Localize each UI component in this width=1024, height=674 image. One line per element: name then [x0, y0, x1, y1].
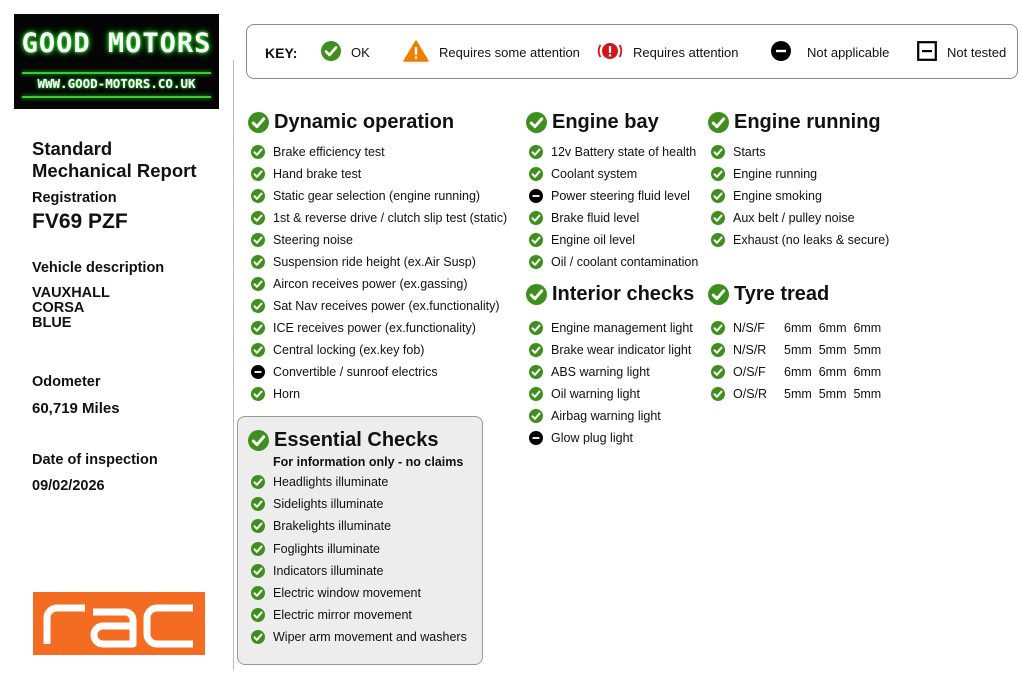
vehicle-colour: BLUE	[32, 315, 72, 331]
tyre-depths: 6mm 6mm 6mm	[784, 365, 882, 379]
minus-circle-icon	[251, 365, 273, 379]
dynamic-operation-item	[251, 188, 480, 204]
check-circle-icon	[251, 145, 273, 159]
dynamic-operation-item	[251, 232, 353, 248]
dynamic-operation-item	[251, 364, 438, 380]
dynamic-operation-item-label: Horn	[273, 387, 301, 401]
engine-bay-heading	[526, 111, 659, 134]
key-title: KEY:	[265, 44, 298, 61]
dynamic-operation-item	[251, 298, 499, 314]
check-circle-icon	[251, 321, 273, 335]
essential-checks-item-label: Headlights illuminate	[273, 475, 389, 489]
warning-triangle-icon	[403, 40, 439, 65]
dynamic-operation-item	[251, 276, 468, 292]
check-circle-icon	[529, 211, 551, 225]
interior-checks-item-label: Airbag warning light	[551, 409, 661, 423]
interior-checks-item-label: Glow plug light	[551, 431, 633, 445]
check-circle-icon	[529, 409, 551, 423]
logo-divider	[22, 72, 211, 74]
engine-running-item	[711, 144, 766, 160]
engine-bay-item	[529, 188, 690, 204]
engine-running-item-label: Aux belt / pulley noise	[733, 211, 855, 225]
check-circle-icon	[248, 430, 274, 451]
interior-checks-item	[529, 408, 661, 424]
tyre-depths: 6mm 6mm 6mm	[784, 321, 882, 335]
good-motors-logo	[14, 14, 219, 109]
essential-checks-item-label: Wiper arm movement and washers	[273, 630, 467, 645]
key-ok-label: OK	[351, 45, 370, 60]
essential-checks-item	[251, 496, 383, 512]
key-some-attention-label: Requires some attention	[439, 45, 580, 60]
check-circle-icon	[251, 299, 273, 313]
engine-running-item-label: Engine smoking	[733, 189, 822, 203]
check-circle-icon	[251, 387, 273, 401]
check-circle-icon	[251, 586, 273, 600]
logo-url: WWW.GOOD-MOTORS.CO.UK	[37, 76, 196, 91]
dynamic-operation-item	[251, 254, 476, 270]
check-circle-icon	[708, 112, 734, 133]
dynamic-operation-item-label: Suspension ride height (ex.Air Susp)	[273, 255, 476, 269]
report-title-line1: Standard	[32, 138, 113, 159]
check-circle-icon	[529, 145, 551, 159]
dynamic-operation-title: Dynamic operation	[274, 111, 455, 133]
interior-checks-item	[529, 342, 691, 358]
dynamic-operation-item-label: Static gear selection (engine running)	[273, 189, 481, 203]
interior-checks-item-label: ABS warning light	[551, 365, 650, 379]
divider	[233, 60, 234, 670]
key-not-tested	[917, 25, 1006, 80]
interior-checks-item-label: Engine management light	[551, 321, 693, 335]
check-circle-icon	[529, 321, 551, 335]
check-circle-icon	[711, 167, 733, 181]
dynamic-operation-item-label: Aircon receives power (ex.gassing)	[273, 277, 468, 291]
check-circle-icon	[251, 519, 273, 533]
engine-running-item	[711, 166, 817, 182]
check-circle-icon	[251, 608, 273, 622]
essential-checks-item-label: Foglights illuminate	[273, 541, 380, 556]
check-circle-icon	[529, 233, 551, 247]
check-circle-icon	[711, 365, 733, 379]
engine-bay-item-label: Coolant system	[551, 167, 638, 181]
check-circle-icon	[711, 189, 733, 203]
check-circle-icon	[529, 343, 551, 357]
check-circle-icon	[526, 284, 552, 305]
key-attention-label: Requires attention	[633, 45, 739, 60]
key-attention	[597, 25, 739, 80]
engine-bay-item-label: Brake fluid level	[551, 211, 640, 225]
essential-checks-item	[251, 563, 383, 579]
engine-bay-item	[529, 232, 635, 248]
check-circle-icon	[251, 343, 273, 357]
check-circle-icon	[526, 112, 552, 133]
key-not-applicable-label: Not applicable	[807, 45, 890, 60]
engine-bay-item-label: Power steering fluid level	[551, 189, 690, 203]
tyre-tread-item	[711, 364, 881, 380]
logo-divider-bottom	[22, 96, 211, 98]
essential-checks-item	[251, 541, 380, 557]
engine-running-title: Engine running	[734, 111, 881, 133]
engine-running-heading	[708, 111, 881, 134]
date-value: 09/02/2026	[32, 478, 105, 494]
essential-checks-title: Essential Checks	[274, 429, 439, 451]
tyre-position: N/S/R	[733, 343, 767, 357]
check-circle-icon	[251, 542, 273, 556]
minus-circle-icon	[529, 189, 551, 203]
check-circle-icon	[251, 475, 273, 489]
dynamic-operation-item-label: Hand brake test	[273, 167, 362, 181]
check-circle-icon	[321, 41, 351, 64]
key-ok	[321, 25, 370, 80]
engine-bay-item	[529, 144, 696, 160]
engine-bay-item	[529, 254, 698, 270]
check-circle-icon	[251, 211, 273, 225]
dynamic-operation-item	[251, 320, 476, 336]
minus-circle-icon	[771, 41, 801, 64]
check-circle-icon	[708, 284, 734, 305]
minus-square-icon	[917, 41, 947, 64]
check-circle-icon	[251, 497, 273, 511]
interior-checks-item	[529, 364, 650, 380]
interior-checks-heading	[526, 283, 694, 306]
registration-label: Registration	[32, 190, 117, 206]
check-circle-icon	[711, 145, 733, 159]
dynamic-operation-item-label: Steering noise	[273, 233, 353, 247]
check-circle-icon	[251, 277, 273, 291]
engine-running-item-label: Exhaust (no leaks & secure)	[733, 233, 890, 247]
dynamic-operation-item-label: Sat Nav receives power (ex.functionality)	[273, 299, 500, 313]
tyre-position: O/S/F	[733, 365, 766, 379]
dynamic-operation-item-label: 1st & reverse drive / clutch slip test (static)	[273, 211, 508, 225]
check-circle-icon	[711, 321, 733, 335]
engine-bay-title: Engine bay	[552, 111, 659, 133]
key-legend	[246, 24, 1018, 79]
minus-circle-icon	[529, 431, 551, 445]
essential-checks-heading	[248, 429, 439, 452]
engine-running-item	[711, 188, 822, 204]
logo-name: GOOD MOTORS	[21, 28, 212, 59]
key-some-attention	[403, 25, 580, 80]
engine-running-item-label: Engine running	[733, 167, 818, 181]
dynamic-operation-item-label: Central locking (ex.key fob)	[273, 343, 425, 357]
interior-checks-item-label: Brake wear indicator light	[551, 343, 692, 357]
essential-checks-item	[251, 585, 421, 601]
vehicle-model: CORSA	[32, 300, 85, 316]
date-label: Date of inspection	[32, 452, 158, 468]
engine-bay-item-label: Engine oil level	[551, 233, 636, 247]
check-circle-icon	[251, 189, 273, 203]
tyre-tread-heading	[708, 283, 829, 306]
check-circle-icon	[529, 387, 551, 401]
report-title	[32, 138, 197, 182]
odometer-label: Odometer	[32, 374, 101, 390]
check-circle-icon	[251, 255, 273, 269]
registration-value: FV69 PZF	[32, 210, 128, 233]
key-not-tested-label: Not tested	[947, 45, 1007, 60]
tyre-position: O/S/R	[733, 387, 768, 401]
check-circle-icon	[248, 112, 274, 133]
check-circle-icon	[711, 233, 733, 247]
engine-bay-item-label: Oil / coolant contamination	[551, 255, 699, 269]
essential-checks-item-label: Electric window movement	[273, 586, 421, 600]
check-circle-icon	[711, 387, 733, 401]
tyre-tread-item	[711, 386, 881, 402]
dynamic-operation-item	[251, 144, 385, 160]
essential-checks-item-label: Electric mirror movement	[273, 608, 412, 623]
check-circle-icon	[529, 255, 551, 269]
tyre-tread-item	[711, 342, 881, 358]
check-circle-icon	[529, 365, 551, 379]
engine-running-item	[711, 210, 855, 226]
report-title-line2: Mechanical Report	[32, 160, 197, 181]
danger-alert-icon	[597, 40, 633, 65]
essential-checks-item	[251, 518, 391, 534]
engine-bay-item	[529, 210, 639, 226]
dynamic-operation-item	[251, 386, 300, 402]
interior-checks-item	[529, 320, 693, 336]
essential-checks-item-label: Sidelights illuminate	[273, 497, 384, 512]
essential-checks-item-label: Brakelights illuminate	[273, 519, 392, 534]
tyre-tread-title: Tyre tread	[734, 283, 830, 305]
dynamic-operation-item-label: Brake efficiency test	[273, 145, 385, 159]
tyre-depths: 5mm 5mm 5mm	[784, 387, 882, 401]
key-not-applicable	[771, 25, 889, 80]
interior-checks-title: Interior checks	[552, 283, 695, 305]
dynamic-operation-item	[251, 342, 424, 358]
tyre-depths: 5mm 5mm 5mm	[784, 343, 882, 357]
essential-checks-item	[251, 607, 412, 623]
essential-checks-item	[251, 629, 467, 645]
check-circle-icon	[251, 564, 273, 578]
essential-checks-item	[251, 474, 388, 490]
interior-checks-item	[529, 430, 633, 446]
engine-bay-item-label: 12v Battery state of health	[551, 145, 697, 159]
tyre-tread-item	[711, 320, 881, 336]
check-circle-icon	[529, 167, 551, 181]
essential-checks-item-label: Indicators illuminate	[273, 563, 384, 578]
engine-bay-item	[529, 166, 637, 182]
interior-checks-item	[529, 386, 640, 402]
check-circle-icon	[251, 630, 273, 644]
dynamic-operation-item-label: ICE receives power (ex.functionality)	[273, 321, 476, 335]
check-circle-icon	[711, 343, 733, 357]
check-circle-icon	[251, 167, 273, 181]
check-circle-icon	[251, 233, 273, 247]
vehicle-make: VAUXHALL	[32, 285, 110, 301]
dynamic-operation-item	[251, 210, 507, 226]
engine-running-item	[711, 232, 889, 248]
engine-running-item-label: Starts	[733, 145, 766, 159]
dynamic-operation-item-label: Convertible / sunroof electrics	[273, 365, 438, 379]
dynamic-operation-heading	[248, 111, 454, 134]
dynamic-operation-item	[251, 166, 361, 182]
interior-checks-item-label: Oil warning light	[551, 387, 640, 401]
tyre-position: N/S/F	[733, 321, 765, 335]
rac-logo	[33, 592, 205, 655]
vehicle-description-label: Vehicle description	[32, 260, 165, 276]
odometer-value: 60,719 Miles	[32, 400, 120, 417]
essential-checks-subtitle: For information only - no claims	[273, 455, 464, 469]
check-circle-icon	[711, 211, 733, 225]
